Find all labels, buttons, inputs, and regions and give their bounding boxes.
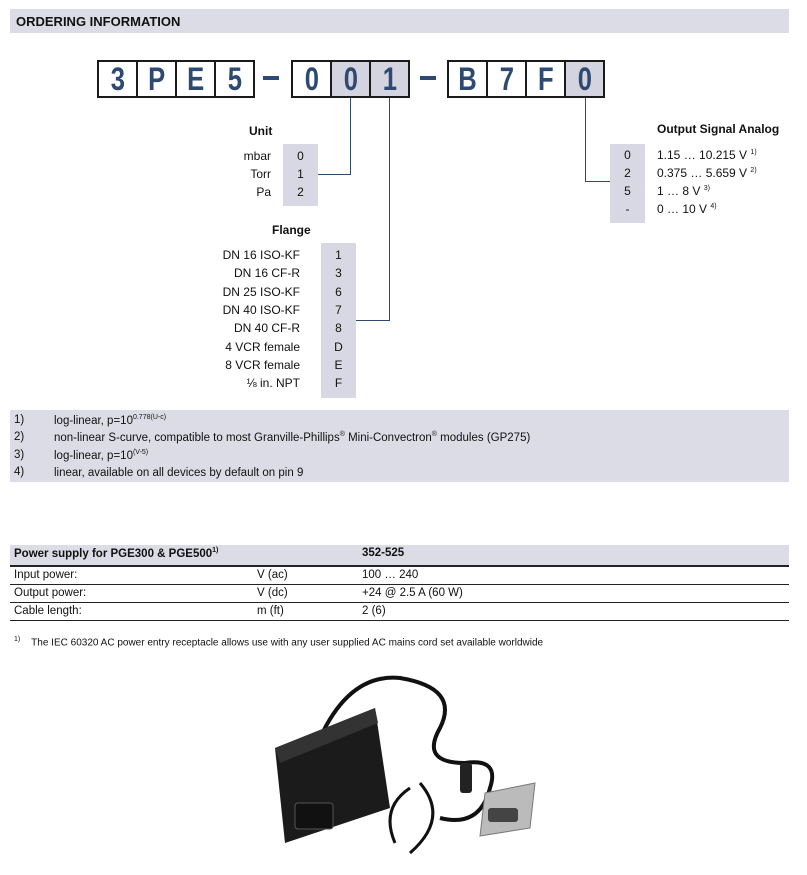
output-range: 0.375 … 5.659 V $^{2)}$ bbox=[657, 166, 757, 180]
connector-line bbox=[350, 98, 351, 175]
flange-title: Flange bbox=[272, 223, 311, 237]
footnote-text: linear, available on all devices by default on pin 9 bbox=[54, 466, 304, 479]
table-row: Input power: V (ac) 100 … 240 bbox=[10, 567, 789, 585]
unit-label: Pa bbox=[256, 185, 271, 199]
footnote-text: log-linear, $p=10^{0.778(U-c)}$ bbox=[54, 414, 167, 427]
connector-line bbox=[389, 98, 390, 321]
output-title: Output Signal Analog bbox=[657, 122, 780, 136]
flange-code: 8 bbox=[335, 321, 342, 336]
power-supply-table bbox=[10, 545, 789, 621]
flange-code: 7 bbox=[335, 302, 342, 317]
footnote-number: 4) bbox=[14, 465, 25, 478]
code-char: 5 bbox=[214, 60, 255, 98]
flange-code: 3 bbox=[335, 266, 342, 281]
code-dash bbox=[420, 76, 436, 80]
section-header bbox=[10, 9, 789, 33]
code-char-unit: 0 bbox=[330, 60, 371, 98]
flange-code: 1 bbox=[335, 248, 342, 262]
footnote-number: 2) bbox=[14, 431, 25, 444]
footnote-text: non-linear S-curve, compatible to most Granville-Phillips® Mini-Convectron® modules (GP275) bbox=[54, 431, 531, 445]
output-code: 0 bbox=[624, 148, 631, 162]
flange-label: DN 40 ISO-KF bbox=[222, 302, 300, 317]
flange-code: F bbox=[334, 376, 343, 391]
code-char: 3 bbox=[97, 60, 138, 98]
code-char: 7 bbox=[486, 60, 527, 98]
output-range: 1.15 … 10.215 V $^{1)}$ bbox=[657, 148, 757, 162]
code-dash bbox=[263, 76, 279, 80]
output-code: - bbox=[625, 202, 630, 216]
flange-label: DN 16 ISO-KF bbox=[222, 248, 300, 262]
flange-code: 6 bbox=[335, 284, 342, 299]
footnote-number: 3) bbox=[14, 448, 25, 461]
header-value: 352-525 bbox=[362, 547, 405, 559]
table-row: Cable length: m (ft) 2 (6) bbox=[10, 603, 789, 621]
unit-label: mbar bbox=[243, 149, 271, 163]
flange-code: E bbox=[334, 357, 343, 372]
unit-code: 1 bbox=[297, 167, 304, 181]
unit-code: 2 bbox=[297, 185, 304, 199]
output-range: 1 … 8 V $^{3)}$ bbox=[657, 184, 710, 198]
code-char: E bbox=[175, 60, 216, 98]
flange-code: D bbox=[334, 339, 343, 354]
code-char: P bbox=[136, 60, 177, 98]
header-label: Power supply for PGE300 & PGE500$^{1)}$ bbox=[14, 547, 219, 560]
table-footnote: $^{1)}$ The IEC 60320 AC power entry receptacle allows use with any user supplied AC mains cord set available worldwide bbox=[14, 636, 544, 649]
connector-line bbox=[585, 181, 611, 182]
section-title: ORDERING INFORMATION bbox=[16, 14, 181, 29]
flange-label: ⅛ in. NPT bbox=[246, 376, 300, 391]
code-char: 0 bbox=[291, 60, 332, 98]
output-code: 5 bbox=[624, 184, 631, 198]
flange-label: 4 VCR female bbox=[225, 339, 300, 354]
unit-title: Unit bbox=[249, 124, 273, 138]
footnote-text: log-linear, $p=10^{(V-5)}$ bbox=[54, 448, 149, 462]
flange-label: DN 40 CF-R bbox=[233, 321, 300, 336]
output-range: 0 … 10 V $^{4)}$ bbox=[657, 202, 717, 216]
output-code: 2 bbox=[624, 166, 631, 180]
code-char: F bbox=[525, 60, 566, 98]
footnote-number: 1) bbox=[14, 414, 25, 426]
unit-label: Torr bbox=[250, 167, 271, 181]
connector-line bbox=[318, 174, 351, 175]
code-char: B bbox=[447, 60, 488, 98]
flange-label: DN 16 CF-R bbox=[233, 266, 300, 281]
power-supply-photo bbox=[260, 668, 540, 866]
unit-code: 0 bbox=[297, 149, 304, 163]
flange-label: 8 VCR female bbox=[225, 357, 300, 372]
connector-line bbox=[356, 320, 390, 321]
flange-label: DN 25 ISO-KF bbox=[222, 284, 300, 299]
table-header bbox=[10, 545, 789, 567]
connector-line bbox=[585, 98, 586, 182]
code-char-flange: 1 bbox=[369, 60, 410, 98]
table-row: Output power: V (dc) +24 @ 2.5 A (60 W) bbox=[10, 585, 789, 603]
code-char-output: 0 bbox=[564, 60, 605, 98]
